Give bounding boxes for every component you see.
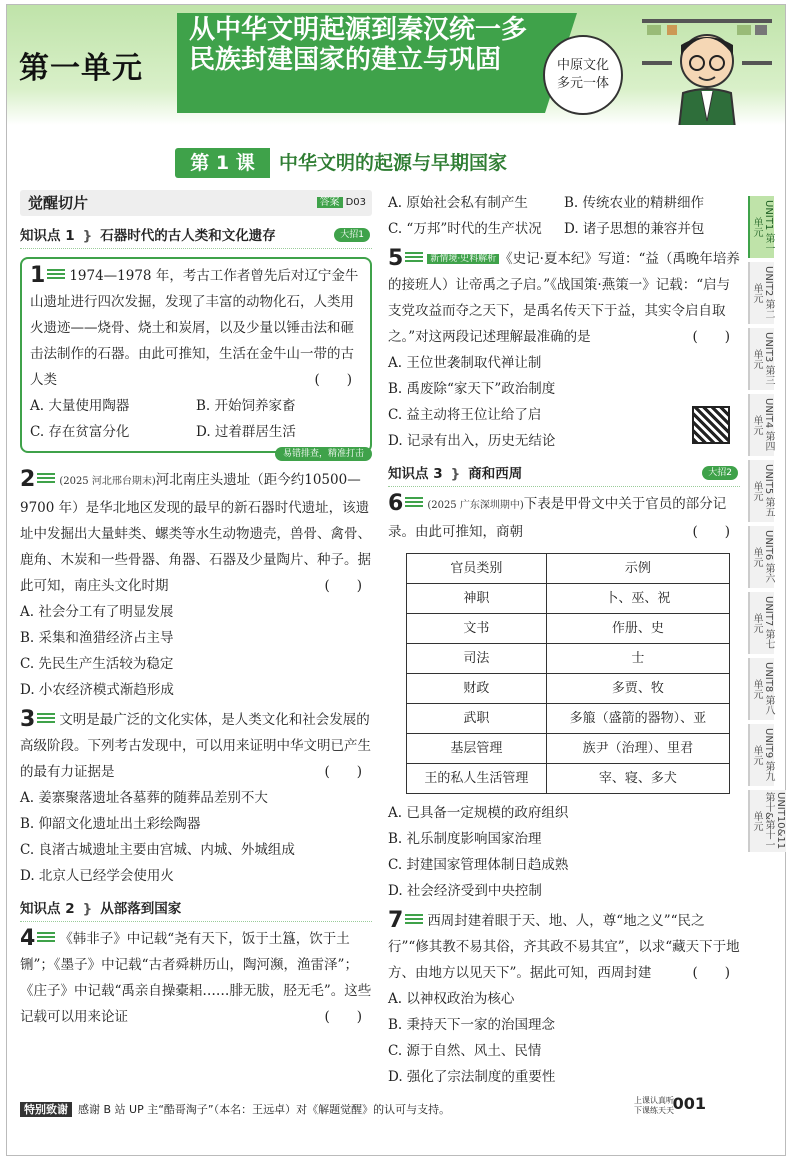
q1-answer-blank[interactable]: ( ) [314, 372, 352, 388]
tab-unit-5[interactable]: UNIT5 第五单元 [748, 460, 774, 522]
table-cell: 司法 [407, 644, 547, 674]
q1-option-b[interactable]: B. 开始饲养家畜 [196, 398, 296, 414]
q2-option-b[interactable]: B. 采集和渔猎经济占主导 [20, 630, 174, 646]
tab-unit-6[interactable]: UNIT6 第六单元 [748, 526, 774, 588]
table-cell: 基层管理 [407, 734, 547, 764]
q1-footnote-tag: 易错排查，精准打击 [275, 447, 372, 461]
page-number: 001 [672, 1094, 706, 1113]
q1-option-d[interactable]: D. 过着群居生活 [196, 424, 296, 440]
unit-title: 从中华文明起源到秦汉统一多民族封建国家的建立与巩固 [189, 15, 528, 75]
table-row [407, 584, 730, 614]
table-cell: 财政 [407, 674, 547, 704]
table-row [407, 614, 730, 644]
officials-table [406, 553, 730, 794]
footer-thanks [20, 1101, 450, 1117]
cartoon-teacher-illustration [637, 11, 777, 125]
table-cell: 宰、寝、多犬 [546, 764, 729, 794]
q1-stem: 1974—1978 年，考古工作者曾先后对辽宁金牛山遗址进行四次发掘，发现了丰富的动物化石，人类用火遗迹——烧骨、烧土和炭屑，以及少量以锤击法和砸击法制作的石器。由此可推知，生活在金牛山一带的古人类 [30, 268, 359, 388]
table-cell: 族尹（治理）、里君 [546, 734, 729, 764]
table-header-cell: 示例 [546, 554, 729, 584]
table-header-row [407, 554, 730, 584]
question-mark-icon [37, 473, 55, 483]
q3-option-a[interactable]: A. 姜寨聚落遗址各墓葬的随葬品差别不大 [20, 790, 268, 806]
table-cell: 王的私人生活管理 [407, 764, 547, 794]
answer-page: D03 [345, 197, 366, 208]
kp3-title: 商和西周 [468, 466, 523, 482]
kp1-title: 石器时代的古人类和文化遗存 [100, 228, 276, 244]
question-4 [20, 926, 372, 1030]
tab-unit-3[interactable]: UNIT3 第三单元 [748, 328, 774, 390]
footer-slogan [634, 1096, 674, 1116]
kp1-label: 知识点 1 [20, 228, 75, 244]
knowledge-point-2: 知识点 2 } 从部落到国家 [20, 897, 372, 922]
q7-number: 7 [388, 908, 404, 933]
kp3-label: 知识点 3 [388, 466, 443, 482]
q6-option-a[interactable]: A. 已具备一定规模的政府组织 [388, 805, 569, 821]
q4-option-a[interactable]: A. 原始社会私有制产生 [388, 195, 528, 211]
kp2-label: 知识点 2 [20, 901, 75, 917]
q5-tag: 新情境·史料解析 [427, 254, 499, 264]
q1-options [30, 393, 362, 445]
question-1 [20, 257, 372, 459]
knowledge-point-1: 知识点 1 } 石器时代的古人类和文化遗存 大招1 [20, 224, 372, 249]
q2-answer-blank[interactable]: ( ) [324, 578, 362, 594]
unit-label: 第一单元 [19, 51, 143, 86]
q3-option-c[interactable]: C. 良渚古城遗址主要由宫城、内城、外城组成 [20, 842, 295, 858]
unit-header [7, 5, 785, 125]
q7-option-b[interactable]: B. 秉持天下一家的治国理念 [388, 1017, 556, 1033]
question-5 [388, 246, 740, 454]
tab-unit-9[interactable]: UNIT9 第九单元 [748, 724, 774, 786]
q3-stem: 文明是最广泛的文化实体，是人类文化和社会发展的高级阶段。下列考古发现中，可以用来证明中华文明已产生的最有力证据是 [20, 712, 371, 780]
q3-option-b[interactable]: B. 仰韶文化遗址出土彩绘陶器 [20, 816, 201, 832]
q3-answer-blank[interactable]: ( ) [324, 764, 362, 780]
question-mark-icon [405, 497, 423, 507]
tab-unit-4[interactable]: UNIT4 第四单元 [748, 394, 774, 456]
q6-source: (2025 广东深圳期中) [427, 500, 524, 511]
table-row [407, 704, 730, 734]
q6-option-b[interactable]: B. 礼乐制度影响国家治理 [388, 831, 542, 847]
speech-badge [543, 35, 623, 115]
table-cell: 多贾、牧 [546, 674, 729, 704]
table-cell: 士 [546, 644, 729, 674]
q1-option-c[interactable]: C. 存在贫富分化 [30, 424, 130, 440]
table-row [407, 644, 730, 674]
q7-option-a[interactable]: A. 以神权政治为核心 [388, 991, 515, 1007]
q3-number: 3 [20, 707, 36, 732]
right-column [388, 190, 740, 1090]
q7-answer-blank[interactable]: ( ) [692, 965, 730, 981]
q2-option-d[interactable]: D. 小农经济模式渐趋形成 [20, 682, 174, 698]
left-column [20, 190, 372, 1030]
table-cell: 卜、巫、祝 [546, 584, 729, 614]
kp2-title: 从部落到国家 [100, 901, 182, 917]
q5-option-d[interactable]: D. 记录有出入，历史无结论 [388, 433, 556, 449]
q7-option-d[interactable]: D. 强化了宗法制度的重要性 [388, 1069, 556, 1085]
table-row [407, 674, 730, 704]
q4-answer-blank[interactable]: ( ) [324, 1009, 362, 1025]
unit-tabs [748, 196, 786, 856]
q3-option-d[interactable]: D. 北京人已经学会使用火 [20, 868, 174, 884]
q1-number: 1 [30, 263, 46, 288]
answer-tag [317, 195, 366, 211]
question-mark-icon [47, 269, 65, 279]
table-cell: 神职 [407, 584, 547, 614]
lesson-number: 第 1 课 [175, 148, 270, 178]
kp1-pill: 大招1 [334, 228, 370, 242]
qr-code-icon[interactable] [692, 406, 730, 444]
q5-number: 5 [388, 246, 404, 271]
q7-option-c[interactable]: C. 源于自然、风土、民情 [388, 1043, 542, 1059]
q2-source: (2025 河北邢台期末) [59, 476, 156, 487]
q6-option-c[interactable]: C. 封建国家管理体制日趋成熟 [388, 857, 569, 873]
knowledge-point-3: 知识点 3 } 商和西周 大招2 [388, 462, 740, 487]
q2-option-c[interactable]: C. 先民生产生活较为稳定 [20, 656, 174, 672]
q4-option-b[interactable]: B. 传统农业的精耕细作 [564, 195, 705, 211]
tab-unit-10-11[interactable]: UNIT10&11 第十&第十一单元 [748, 790, 786, 852]
q5-option-c[interactable]: C. 益主动将王位让给了启 [388, 407, 542, 423]
badge-line-1: 中原文化 [556, 58, 609, 73]
table-row [407, 734, 730, 764]
badge-line-2: 多元一体 [556, 76, 609, 91]
q4-number: 4 [20, 926, 36, 951]
lesson-title: 中华文明的起源与早期国家 [279, 152, 508, 174]
table-cell: 作册、史 [546, 614, 729, 644]
q5-answer-blank[interactable]: ( ) [692, 329, 730, 345]
tab-unit-7[interactable]: UNIT7 第七单元 [748, 592, 774, 654]
slogan-line-2: 下课练天天 [634, 1106, 674, 1115]
q4-option-c[interactable]: C. “万邦”时代的生产状况 [388, 221, 542, 237]
table-cell: 多箙（盛箭的器物）、亚 [546, 704, 729, 734]
q5-option-b[interactable]: B. 禹废除“家天下”政治制度 [388, 381, 556, 397]
q6-number: 6 [388, 491, 404, 516]
table-cell: 武职 [407, 704, 547, 734]
tab-unit-8[interactable]: UNIT8 第八单元 [748, 658, 774, 720]
q6-option-d[interactable]: D. 社会经济受到中央控制 [388, 883, 542, 899]
q7-stem: 西周封建着眼于天、地、人，尊“地之义”“民之行”“修其教不易其俗，齐其政不易其宜”，以求“藏天下于地方、由地方以见天下”。据此可知，西周封建 [388, 913, 740, 981]
question-7 [388, 908, 740, 1090]
question-mark-icon [405, 914, 423, 924]
q5-stem: 《史记·夏本纪》写道：“益（禹晚年培养的接班人）让帝禹之子启。”《战国策·燕策一》记载：“启与支党攻益而夺之天下，是禹名传天下于益，其实令启自取之。”对这两段记述理解最准确的是 [388, 251, 740, 345]
q6-stem: 下表是甲骨文中关于官员的部分记录。由此可推知，商朝 [388, 496, 727, 540]
q1-option-a[interactable]: A. 大量使用陶器 [30, 398, 130, 414]
q5-option-a[interactable]: A. 王位世袭制取代禅让制 [388, 355, 542, 371]
table-cell: 文书 [407, 614, 547, 644]
q2-number: 2 [20, 467, 36, 492]
tab-unit-2[interactable]: UNIT2 第二单元 [748, 262, 774, 324]
kp3-pill: 大招2 [702, 466, 738, 480]
footer-label: 特别致谢 [20, 1102, 72, 1117]
question-6 [388, 491, 740, 904]
footer-text: 感谢 B 站 UP 主“酷哥淘子”（本名：王远卓）对《解题觉醒》的认可与支持。 [78, 1103, 451, 1116]
section-header [20, 190, 372, 216]
section-title: 觉醒切片 [28, 194, 89, 212]
q4-stem: 《韩非子》中记载“尧有天下，饭于土簋，饮于土铏”；《墨子》中记载“古者舜耕历山，陶河濒，渔雷泽”；《庄子》中记载“禹亲自操橐耜……腓无胈，胫无毛”。这些记载可以用来论证 [20, 931, 372, 1025]
question-3 [20, 707, 372, 889]
question-mark-icon [37, 932, 55, 942]
q6-answer-blank[interactable]: ( ) [692, 524, 730, 540]
table-row [407, 764, 730, 794]
question-mark-icon [405, 252, 423, 262]
slogan-line-1: 上课认真听 [634, 1096, 674, 1105]
q2-option-a[interactable]: A. 社会分工有了明显发展 [20, 604, 174, 620]
question-2 [20, 467, 372, 703]
table-header-cell: 官员类别 [407, 554, 547, 584]
answer-tag-box: 答案 [317, 197, 343, 208]
q2-stem: 河北南庄头遗址（距今约10500—9700 年）是华北地区发现的最早的新石器时代遗址，该遗址中发掘出大量蚌类、螺类等水生动物遗壳，兽骨、禽骨、鹿角、木炭和一些骨器、角器、石器及少量陶片、种子。据此可知，南庄头文化时期 [20, 472, 371, 594]
q4-options [388, 190, 740, 242]
q4-option-d[interactable]: D. 诸子思想的兼容并包 [564, 221, 705, 237]
tab-unit-1[interactable]: UNIT1 第一单元 [748, 196, 774, 258]
question-mark-icon [37, 713, 55, 723]
